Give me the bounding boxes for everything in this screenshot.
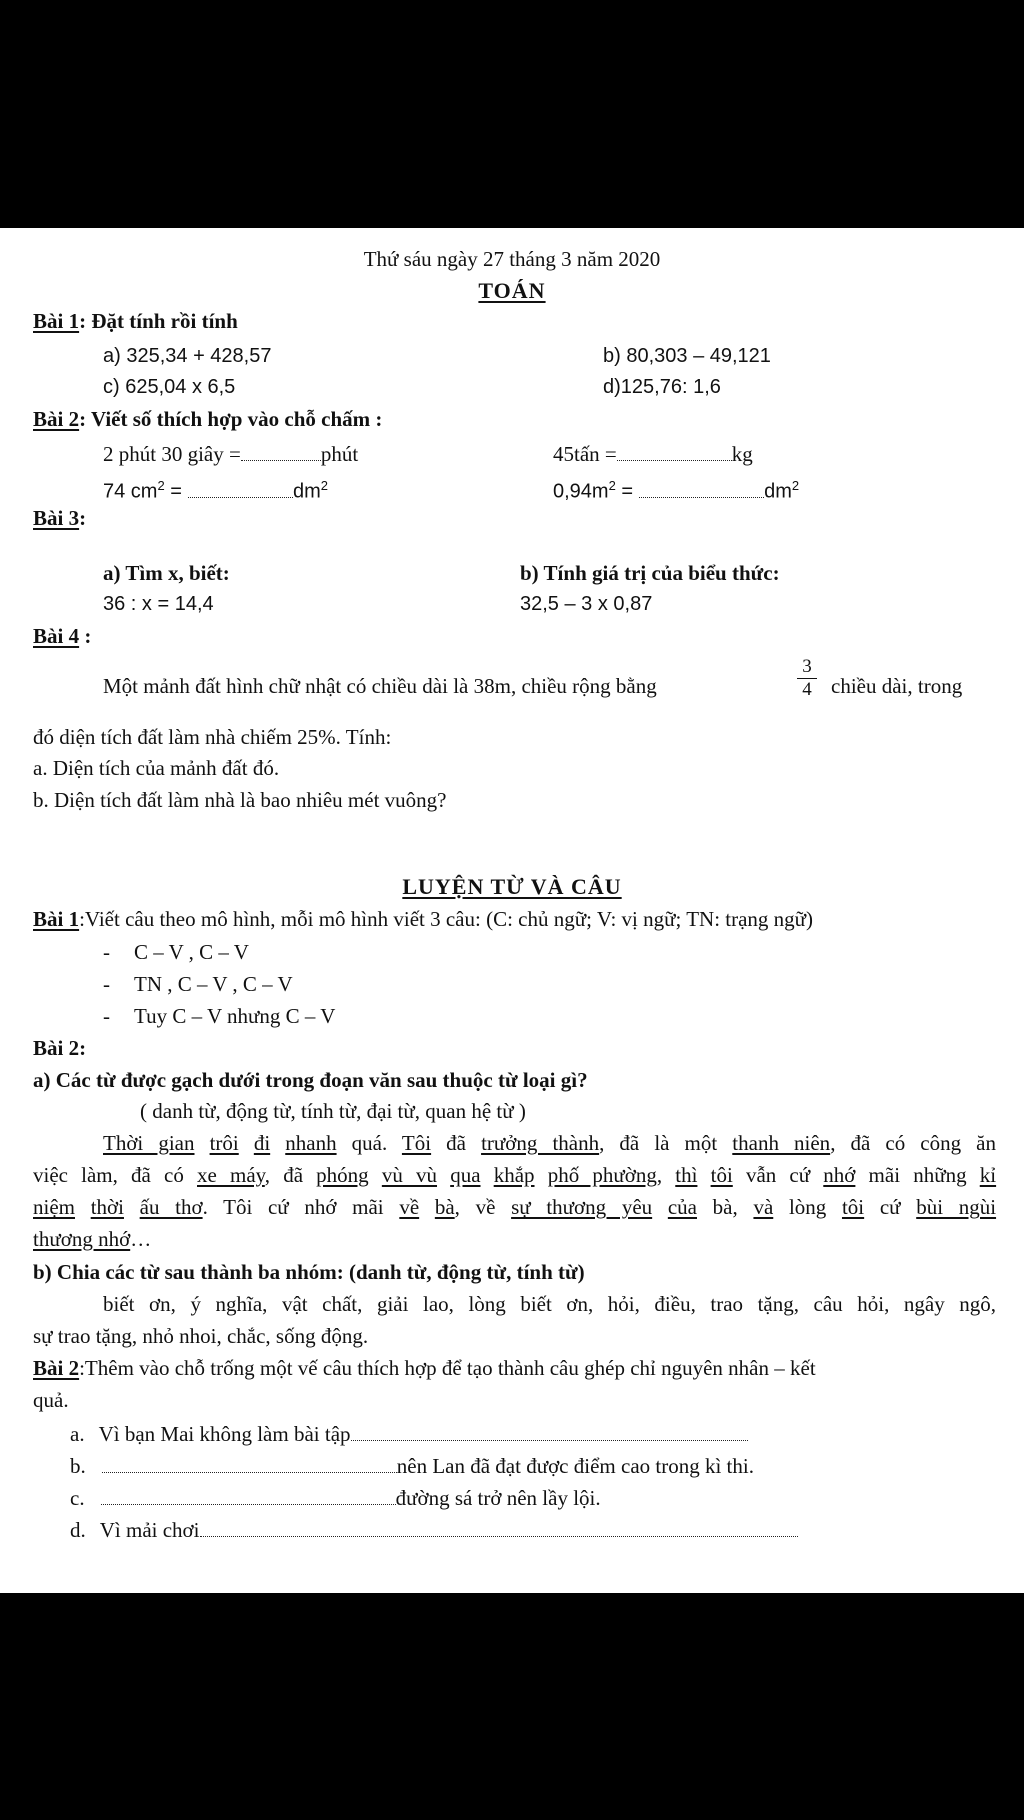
math-bai2-row1-right: 45tấn = kg — [553, 442, 753, 466]
blank-dots — [102, 1456, 397, 1473]
paragraph-text: lòng — [773, 1195, 842, 1219]
paragraph-text — [697, 1163, 710, 1187]
underlined-word: Thời gian — [103, 1131, 195, 1155]
math-bai3-a-title: a) Tìm x, biết: — [103, 561, 230, 585]
math-bai4-b: b. Diện tích đất làm nhà là bao nhiêu mét vuông? — [33, 788, 447, 812]
paragraph-text — [195, 1131, 210, 1155]
paragraph-text: , đã là một — [599, 1131, 733, 1155]
ltvc-bai2-a-hint: ( danh từ, động từ, tính từ, đại từ, quan hệ từ ) — [140, 1099, 526, 1123]
ltvc-bai2b-a: a. Vì bạn Mai không làm bài tập — [70, 1421, 748, 1447]
ltvc-bai2b-heading: Bài 2:Thêm vào chỗ trống một vế câu thích hợp để tạo thành câu ghép chỉ nguyên nhân – kết — [33, 1356, 816, 1380]
underlined-word: tôi — [710, 1163, 733, 1187]
math-bai3-b-expr: 32,5 – 3 x 0,87 — [520, 593, 653, 615]
ltvc-title: LUYỆN TỪ VÀ CÂU — [402, 874, 622, 899]
math-bai2-row1-left: 2 phút 30 giây = phút — [103, 442, 359, 466]
ltvc-bai2b-b: b. nên Lan đã đạt được điểm cao trong kì thi. — [70, 1454, 754, 1478]
underlined-word: thanh niên — [732, 1131, 831, 1155]
underlined-word: khắp — [493, 1163, 535, 1187]
paragraph-text: quá. — [336, 1131, 402, 1155]
ltvc-bai2-b-line-1: biết ơn, ý nghĩa, vật chất, giải lao, lòng biết ơn, hỏi, điều, trao tặng, câu hỏi, ngây ngô, — [103, 1292, 996, 1316]
math-bai1-a: a) 325,34 + 428,57 — [103, 345, 272, 367]
date-heading: Thứ sáu ngày 27 tháng 3 năm 2020 — [363, 247, 661, 271]
math-bai2-row2-left: 74 $cm^2 = dm^2$ — [103, 478, 328, 503]
blank-dots — [200, 1520, 798, 1537]
paragraph-text: , về — [454, 1195, 512, 1219]
underlined-word: về — [399, 1195, 420, 1219]
paragraph-text: , đã — [264, 1163, 317, 1187]
underlined-word: trưởng thành — [481, 1131, 600, 1155]
ltvc-bai1-item-2: - TN , C – V , C – V — [103, 972, 293, 996]
math-bai3-b-title: b) Tính giá trị của biểu thức: — [520, 561, 780, 585]
blank-dots — [188, 481, 293, 498]
paragraph-text — [239, 1131, 254, 1155]
math-bai1-heading: Bài 1: Đặt tính rồi tính — [33, 309, 238, 333]
underlined-word: Tôi — [401, 1131, 432, 1155]
underlined-word: nhớ — [823, 1163, 856, 1187]
paragraph-text — [419, 1195, 435, 1219]
blank-dots — [101, 1488, 396, 1505]
ltvc-bai2b-d: d. Vì mải chơi — [70, 1517, 798, 1543]
paragraph-text: mãi những — [855, 1163, 980, 1187]
underlined-word: niệm — [33, 1195, 75, 1219]
paragraph-text — [652, 1195, 668, 1219]
underlined-word: của — [667, 1195, 697, 1219]
underlined-word: bùi ngùi — [916, 1195, 997, 1219]
underlined-word: xe máy — [197, 1163, 265, 1187]
underlined-word: phóng — [316, 1163, 369, 1187]
fraction-three-quarters: $\frac{3}{4}$ — [797, 656, 817, 701]
ltvc-paragraph-line-4 — [33, 1226, 151, 1252]
ltvc-bai1-heading: Bài 1:Viết câu theo mô hình, mỗi mô hình viết 3 câu: (C: chủ ngữ; V: vị ngữ; TN: trạng ngữ) — [33, 907, 814, 931]
ltvc-bai2-b-line-2: sự trao tặng, nhỏ nhoi, chắc, sống động. — [33, 1324, 369, 1348]
underlined-word: vù vù — [381, 1163, 438, 1187]
underlined-word: phố phường — [547, 1163, 657, 1187]
underlined-word: sự thương yêu — [511, 1195, 653, 1219]
math-bai4-line2: đó diện tích đất làm nhà chiếm 25%. Tính: — [33, 725, 392, 749]
worksheet-page — [0, 228, 1024, 1593]
math-bai2-heading: Bài 2: Viết số thích hợp vào chỗ chấm : — [33, 407, 383, 431]
underlined-word: bà — [434, 1195, 455, 1219]
ltvc-bai2-heading: Bài 2: — [33, 1036, 87, 1060]
paragraph-text: vẫn cứ — [732, 1163, 824, 1187]
ltvc-paragraph-line-3 — [33, 1194, 996, 1220]
underlined-word: nhanh — [285, 1131, 337, 1155]
math-bai4-a: a. Diện tích của mảnh đất đó. — [33, 756, 280, 780]
math-bai1-c: c) 625,04 x 6,5 — [103, 376, 236, 398]
ltvc-bai2-a-title: a) Các từ được gạch dưới trong đoạn văn sau thuộc từ loại gì? — [33, 1068, 588, 1092]
blank-dots — [617, 444, 732, 461]
ltvc-bai1-item-3: - Tuy C – V nhưng C – V — [103, 1004, 336, 1028]
underlined-word: thì — [675, 1163, 698, 1187]
paragraph-text: đã — [431, 1131, 482, 1155]
math-title: TOÁN — [478, 278, 546, 303]
underlined-word: kỉ — [979, 1163, 997, 1187]
underlined-word: đi — [253, 1131, 271, 1155]
underlined-word: trôi — [209, 1131, 239, 1155]
underlined-word: tôi — [841, 1195, 865, 1219]
underlined-word: qua — [450, 1163, 481, 1187]
underlined-word: ấu thơ — [139, 1195, 203, 1219]
paragraph-text: . Tôi cứ nhớ mãi — [202, 1195, 400, 1219]
ltvc-bai1-item-1: - C – V , C – V — [103, 940, 249, 964]
paragraph-text: , — [656, 1163, 676, 1187]
blank-dots — [639, 481, 764, 498]
math-bai3-a-expr: 36 : x = 14,4 — [103, 593, 214, 615]
paragraph-text — [481, 1163, 494, 1187]
paragraph-text — [75, 1195, 91, 1219]
math-bai4-line1b: chiều dài, trong — [831, 674, 963, 698]
underlined-word: thời — [90, 1195, 124, 1219]
paragraph-text: … — [130, 1227, 152, 1251]
paragraph-text — [437, 1163, 450, 1187]
math-bai4-heading: Bài 4 : — [33, 624, 92, 648]
ltvc-paragraph-line-1 — [33, 1130, 996, 1156]
paragraph-text — [369, 1163, 382, 1187]
ltvc-paragraph-line-2 — [33, 1162, 996, 1188]
math-bai4-line1a: Một mảnh đất hình chữ nhật có chiều dài là 38m, chiều rộng bằng — [103, 674, 657, 698]
ltvc-bai2-b-title: b) Chia các từ sau thành ba nhóm: (danh từ, động từ, tính từ) — [33, 1260, 585, 1284]
ltvc-bai2b-c: c. đường sá trở nên lầy lội. — [70, 1486, 601, 1510]
math-bai2-row2-right: $0,94m^2 = dm^2$ — [553, 478, 800, 503]
ltvc-bai2b-heading-cont: quả. — [33, 1388, 69, 1412]
blank-dots — [241, 444, 321, 461]
paragraph-text — [124, 1195, 140, 1219]
paragraph-text: , đã có công ăn — [830, 1131, 997, 1155]
paragraph-text: cứ — [864, 1195, 917, 1219]
paragraph-text — [535, 1163, 548, 1187]
blank-dots — [351, 1424, 748, 1441]
paragraph-text: việc làm, đã có — [33, 1163, 197, 1187]
underlined-word: thương nhớ — [33, 1227, 131, 1251]
math-bai1-b: b) 80,303 – 49,121 — [603, 345, 771, 367]
paragraph-text — [270, 1131, 285, 1155]
math-bai1-d: d)125,76: 1,6 — [603, 376, 721, 398]
math-bai3-heading: Bài 3: — [33, 506, 87, 530]
underlined-word: và — [753, 1195, 774, 1219]
paragraph-text: bà, — [697, 1195, 754, 1219]
